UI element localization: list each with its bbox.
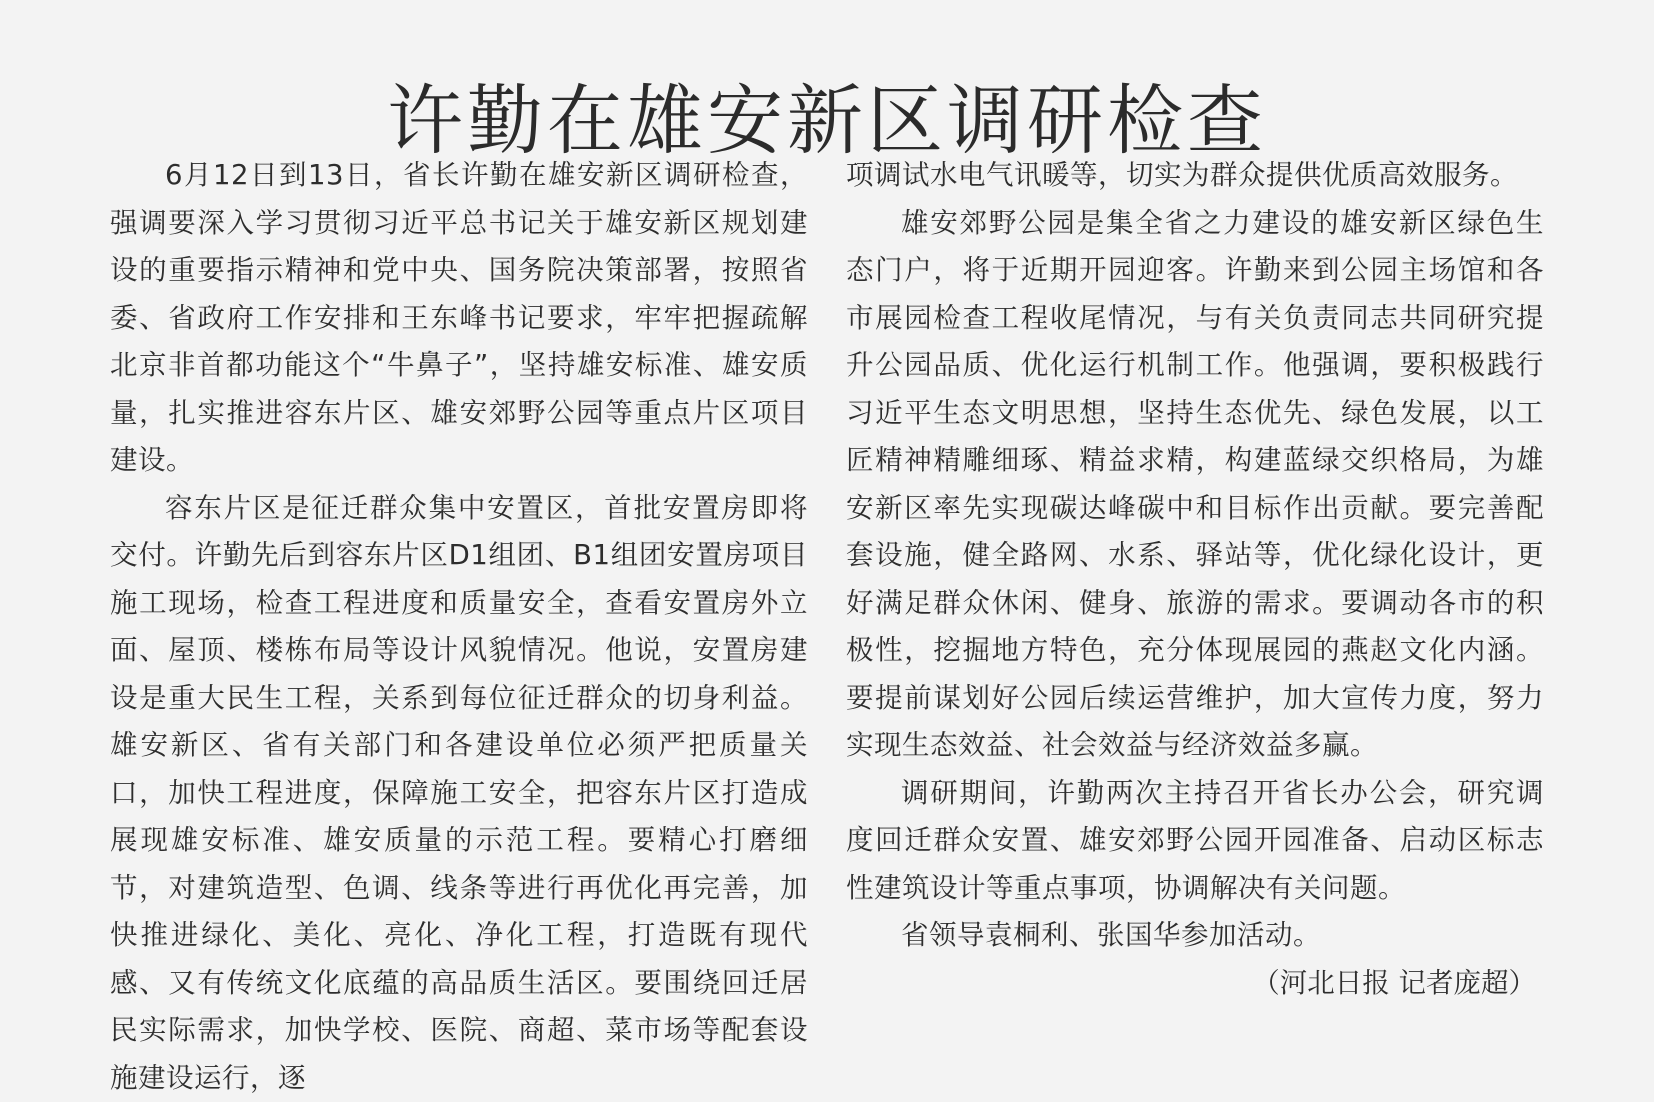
article-body [110, 152, 1550, 1102]
right-column [846, 152, 1544, 1102]
paragraph-country-park: 雄安郊野公园是集全省之力建设的雄安新区绿色生态门户，将于近期开园迎客。许勤来到公园主场馆和各市展园检查工程收尾情况，与有关负责同志共同研究提升公园品质、优化运行机制工作。他强调，要积极践行习近平生态文明思想，坚持生态优先、绿色发展，以工匠精神精雕细琢、精益求精，构建蓝绿交织格局，为雄安新区率先实现碳达峰碳中和目标作出贡献。要完善配套设施，健全路网、水系、驿站等，优化绿化设计，更好满足群众休闲、健身、旅游的需求。要调动各市的积极性，挖掘地方特色，充分体现展园的燕赵文化内涵。要提前谋划好公园后续运营维护，加大宣传力度，努力实现生态效益、社会效益与经济效益多赢。 [846, 200, 1544, 770]
article-title: 许勤在雄安新区调研检查 [0, 79, 1654, 163]
paragraph-meeting: 调研期间，许勤两次主持召开省长办公会，研究调度回迁群众安置、雄安郊野公园开园准备、启动区标志性建筑设计等重点事项，协调解决有关问题。 [846, 770, 1544, 913]
paragraph-rongdong: 容东片区是征迁群众集中安置区，首批安置房即将交付。许勤先后到容东片区D1组团、B1组团安置房项目施工现场，检查工程进度和质量安全，查看安置房外立面、屋顶、楼栋布局等设计风貌情况。他说，安置房建设是重大民生工程，关系到每位征迁群众的切身利益。雄安新区、省有关部门和各建设单位必须严把质量关口，加快工程进度，保障施工安全，把容东片区打造成展现雄安标准、雄安质量的示范工程。要精心打磨细节，对建筑造型、色调、线条等进行再优化再完善，加快推进绿化、美化、亮化、净化工程，打造既有现代感、又有传统文化底蕴的高品质生活区。要围绕回迁居民实际需求，加快学校、医院、商超、菜市场等配套设施建设运行，逐 [110, 485, 808, 1102]
paragraph-intro: 6月12日到13日，省长许勤在雄安新区调研检查，强调要深入学习贯彻习近平总书记关于雄安新区规划建设的重要指示精神和党中央、国务院决策部署，按照省委、省政府工作安排和王东峰书记要求，牢牢把握疏解北京非首都功能这个“牛鼻子”，坚持雄安标准、雄安质量，扎实推进容东片区、雄安郊野公园等重点片区项目建设。 [110, 152, 808, 485]
paragraph-attendees: 省领导袁桐利、张国华参加活动。 [846, 912, 1544, 960]
article-byline: （河北日报 记者庞超） [846, 960, 1544, 1008]
left-column [110, 152, 808, 1102]
paragraph-rongdong-continued: 项调试水电气讯暖等，切实为群众提供优质高效服务。 [846, 152, 1544, 200]
